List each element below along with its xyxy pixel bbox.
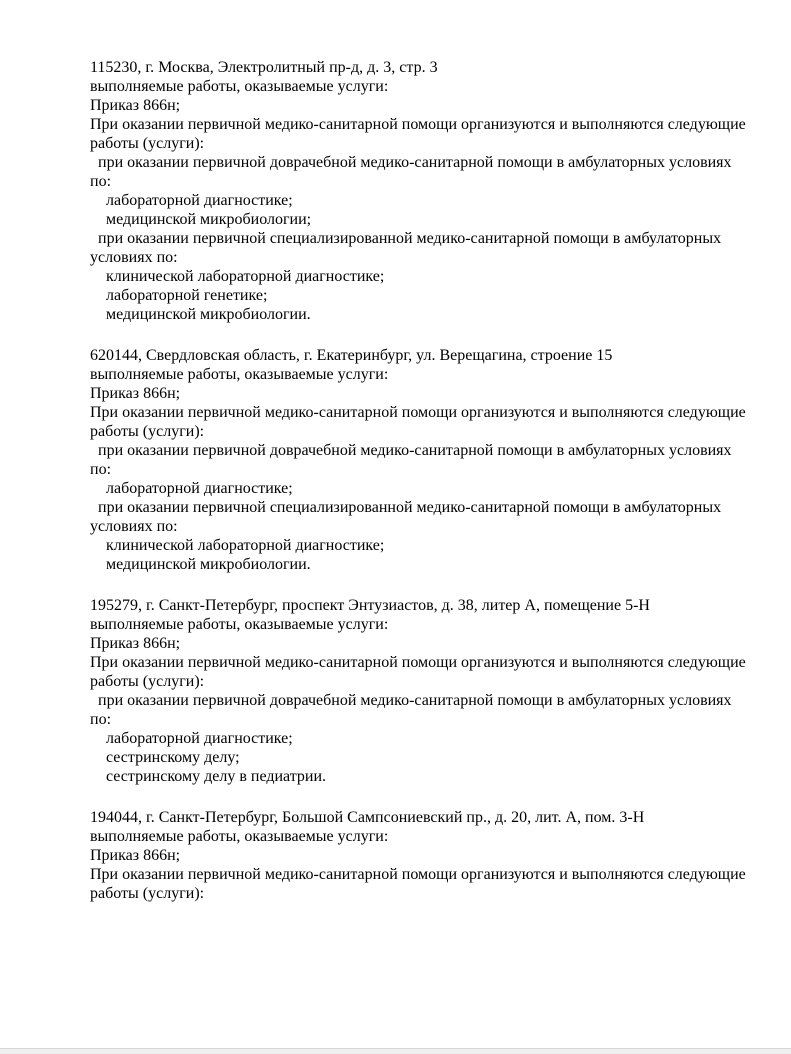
- document-line: работы (услуги):: [90, 135, 205, 152]
- document-line: Приказ 866н;: [90, 635, 181, 652]
- document-line: медицинской микробиологии;: [90, 211, 312, 228]
- document-line: лабораторной диагностике;: [90, 480, 293, 497]
- address-line: 194044, г. Санкт-Петербург, Большой Сампсониевский пр., д. 20, лит. А, пом. 3-Н: [90, 809, 645, 826]
- document-line: выполняемые работы, оказываемые услуги:: [90, 366, 389, 383]
- document-line: при оказании первичной доврачебной медико-санитарной помощи в амбулаторных условиях: [90, 692, 732, 709]
- address-line: 620144, Свердловская область, г. Екатеринбург, ул. Верещагина, строение 15: [90, 347, 613, 364]
- document-line: При оказании первичной медико-санитарной помощи организуются и выполняются следующие: [90, 654, 746, 671]
- entries-list: [90, 58, 751, 903]
- document-line: выполняемые работы, оказываемые услуги:: [90, 78, 389, 95]
- document-line: по:: [90, 173, 112, 190]
- document-line: При оказании первичной медико-санитарной помощи организуются и выполняются следующие: [90, 866, 746, 883]
- document-line: лабораторной диагностике;: [90, 192, 293, 209]
- license-address-entry: [90, 808, 751, 903]
- document-line: по:: [90, 461, 112, 478]
- horizontal-scrollbar-track[interactable]: [0, 1048, 791, 1054]
- license-address-entry: [90, 58, 751, 324]
- document-line: клинической лабораторной диагностике;: [90, 537, 385, 554]
- address-line: 115230, г. Москва, Электролитный пр-д, д. 3, стр. 3: [90, 59, 438, 76]
- document-line: при оказании первичной специализированной медико-санитарной помощи в амбулаторных: [90, 230, 722, 247]
- document-line: Приказ 866н;: [90, 847, 181, 864]
- document-line: при оказании первичной специализированной медико-санитарной помощи в амбулаторных: [90, 499, 722, 516]
- document-line: При оказании первичной медико-санитарной помощи организуются и выполняются следующие: [90, 404, 746, 421]
- document-line: при оказании первичной доврачебной медико-санитарной помощи в амбулаторных условиях: [90, 154, 732, 171]
- document-line: работы (услуги):: [90, 885, 205, 902]
- document-line: лабораторной диагностике;: [90, 730, 293, 747]
- document-line: Приказ 866н;: [90, 385, 181, 402]
- document-line: условиях по:: [90, 249, 178, 266]
- document-line: медицинской микробиологии.: [90, 556, 311, 573]
- document-line: Приказ 866н;: [90, 97, 181, 114]
- document-line: по:: [90, 711, 112, 728]
- address-line: 195279, г. Санкт-Петербург, проспект Энтузиастов, д. 38, литер А, помещение 5-Н: [90, 597, 650, 614]
- document-line: сестринскому делу;: [90, 749, 240, 766]
- document-line: медицинской микробиологии.: [90, 306, 311, 323]
- document-line: клинической лабораторной диагностике;: [90, 268, 385, 285]
- document-line: выполняемые работы, оказываемые услуги:: [90, 616, 389, 633]
- document-line: выполняемые работы, оказываемые услуги:: [90, 828, 389, 845]
- license-address-entry: [90, 346, 751, 574]
- document-line: лабораторной генетике;: [90, 287, 268, 304]
- document-line: при оказании первичной доврачебной медико-санитарной помощи в амбулаторных условиях: [90, 442, 732, 459]
- document-line: При оказании первичной медико-санитарной помощи организуются и выполняются следующие: [90, 116, 746, 133]
- document-line: работы (услуги):: [90, 423, 205, 440]
- license-address-entry: [90, 596, 751, 786]
- document-line: условиях по:: [90, 518, 178, 535]
- document-line: работы (услуги):: [90, 673, 205, 690]
- document-line: сестринскому делу в педиатрии.: [90, 768, 327, 785]
